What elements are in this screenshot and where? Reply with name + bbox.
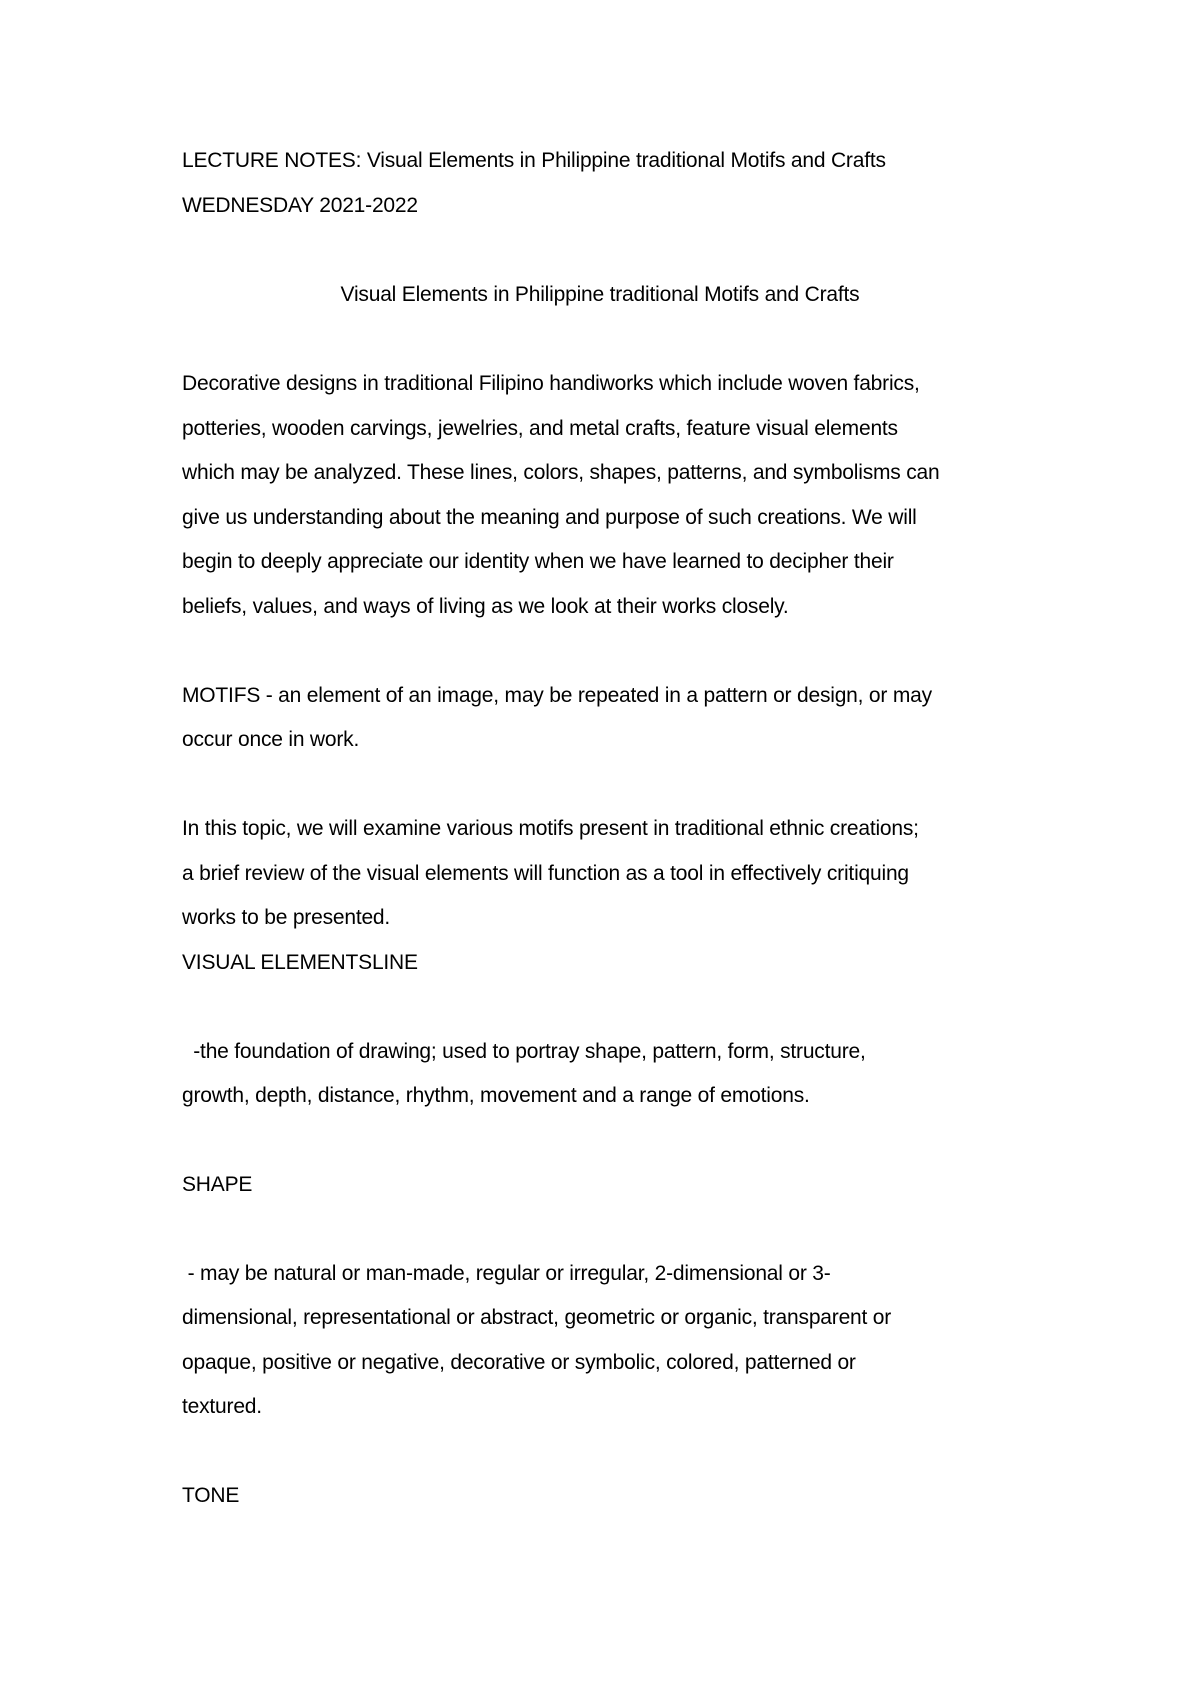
shape-definition-line: textured. xyxy=(182,1395,262,1418)
intro-line: potteries, wooden carvings, jewelries, and metal crafts, feature visual elements xyxy=(182,417,898,440)
shape-definition-line: - may be natural or man-made, regular or irregular, 2-dimensional or 3- xyxy=(182,1262,831,1285)
intro-line: which may be analyzed. These lines, colors, shapes, patterns, and symbolisms can xyxy=(182,461,940,484)
shape-heading: SHAPE xyxy=(182,1173,253,1196)
shape-definition-line: dimensional, representational or abstract, geometric or organic, transparent or xyxy=(182,1306,892,1329)
topic-line: works to be presented. xyxy=(182,906,391,929)
topic-line: In this topic, we will examine various motifs present in traditional ethnic creations; xyxy=(182,817,919,840)
intro-line: beliefs, values, and ways of living as we look at their works closely. xyxy=(182,595,789,618)
shape-definition-line: opaque, positive or negative, decorative or symbolic, colored, patterned or xyxy=(182,1351,856,1374)
motifs-definition-line: occur once in work. xyxy=(182,728,360,751)
motifs-definition-line: MOTIFS - an element of an image, may be repeated in a pattern or design, or may xyxy=(182,684,932,707)
intro-line: Decorative designs in traditional Filipino handiworks which include woven fabrics, xyxy=(182,372,920,395)
tone-heading: TONE xyxy=(182,1484,240,1507)
lecture-title: LECTURE NOTES: Visual Elements in Philippine traditional Motifs and Crafts xyxy=(182,149,886,172)
topic-line: a brief review of the visual elements will function as a tool in effectively critiquing xyxy=(182,862,909,885)
intro-line: begin to deeply appreciate our identity when we have learned to decipher their xyxy=(182,550,894,573)
intro-line: give us understanding about the meaning and purpose of such creations. We will xyxy=(182,506,917,529)
visual-elements-heading: VISUAL ELEMENTSLINE xyxy=(182,951,418,974)
document-title: Visual Elements in Philippine traditional Motifs and Crafts xyxy=(340,283,860,306)
line-definition-line: -the foundation of drawing; used to portray shape, pattern, form, structure, xyxy=(182,1040,866,1063)
schedule-line: WEDNESDAY 2021-2022 xyxy=(182,194,418,217)
line-definition-line: growth, depth, distance, rhythm, movement and a range of emotions. xyxy=(182,1084,810,1107)
